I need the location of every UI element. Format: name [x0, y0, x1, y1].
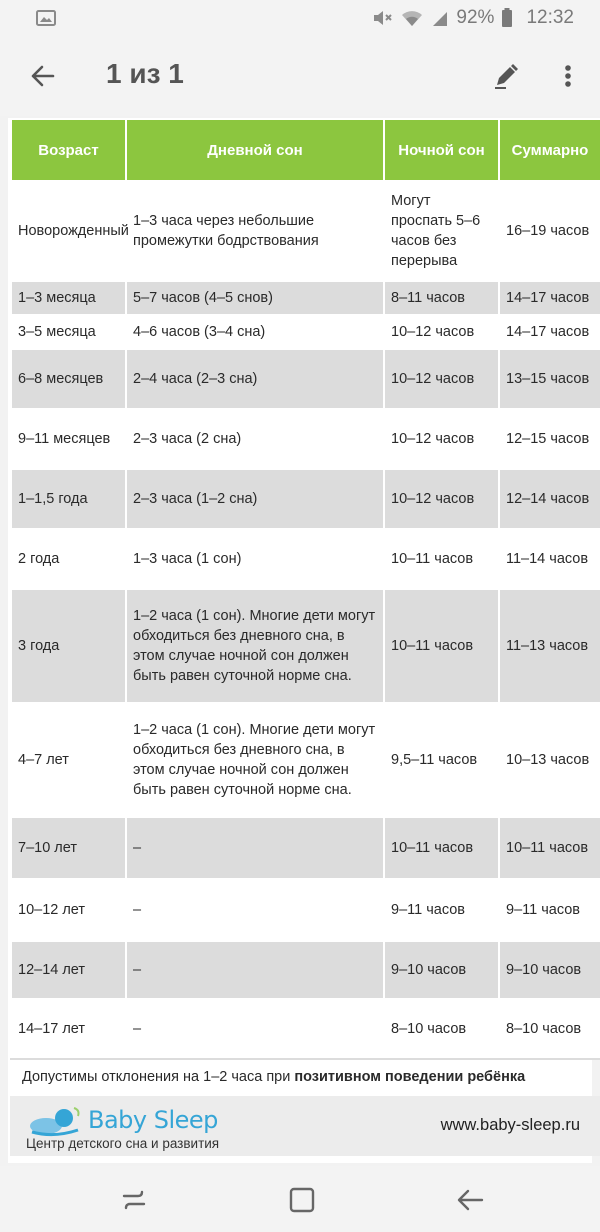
app-bar [0, 36, 600, 116]
day-sleep-cell: – [126, 817, 384, 879]
total-sleep-cell: 14–17 часов [499, 281, 600, 315]
day-sleep-cell: – [126, 999, 384, 1059]
back-arrow-icon[interactable] [22, 56, 62, 96]
column-header-night-sleep: Ночной сон [384, 119, 499, 181]
table-row [11, 469, 600, 529]
sleeping-baby-icon [24, 1104, 86, 1138]
day-sleep-cell: – [126, 941, 384, 999]
night-sleep-cell: 9,5–11 часов [384, 703, 499, 817]
age-cell: 12–14 лет [11, 941, 126, 999]
navigation-bar [0, 1166, 600, 1232]
age-cell: 2 года [11, 529, 126, 589]
day-sleep-cell: 4–6 часов (3–4 сна) [126, 315, 384, 349]
day-sleep-cell: 1–3 часа (1 сон) [126, 529, 384, 589]
document-footer [10, 1096, 600, 1156]
document-page [8, 118, 592, 1163]
home-icon[interactable] [284, 1182, 320, 1218]
night-sleep-cell: 10–12 часов [384, 469, 499, 529]
clock: 12:32 [526, 7, 574, 28]
total-sleep-cell: 8–10 часов [499, 999, 600, 1059]
night-sleep-cell: 10–11 часов [384, 817, 499, 879]
day-sleep-cell: 2–3 часа (2 сна) [126, 409, 384, 469]
total-sleep-cell: 9–11 часов [499, 879, 600, 941]
age-cell: 1–1,5 года [11, 469, 126, 529]
wifi-icon [400, 8, 424, 28]
night-sleep-cell: 10–12 часов [384, 349, 499, 409]
total-sleep-cell: 12–15 часов [499, 409, 600, 469]
deviation-note [10, 1058, 600, 1093]
table-row [11, 315, 600, 349]
age-cell: Новорожденный [11, 181, 126, 281]
day-sleep-cell: 1–2 часа (1 сон). Многие дети могут обходиться без дневного сна, в этом случае ночной сон должен быть равен суточной норме сна. [126, 589, 384, 703]
age-cell: 7–10 лет [11, 817, 126, 879]
table-row [11, 589, 600, 703]
recent-apps-icon[interactable] [116, 1182, 152, 1218]
brand-name: Baby Sleep [88, 1106, 218, 1134]
day-sleep-cell: 2–4 часа (2–3 сна) [126, 349, 384, 409]
table-row [11, 281, 600, 315]
table-row [11, 999, 600, 1059]
table-row [11, 181, 600, 281]
edit-icon[interactable] [486, 56, 526, 96]
table-header-row [11, 119, 600, 181]
age-cell: 4–7 лет [11, 703, 126, 817]
total-sleep-cell: 10–11 часов [499, 817, 600, 879]
night-sleep-cell: 10–12 часов [384, 409, 499, 469]
table-row [11, 879, 600, 941]
night-sleep-cell: 10–12 часов [384, 315, 499, 349]
night-sleep-cell: 8–11 часов [384, 281, 499, 315]
night-sleep-cell: 10–11 часов [384, 529, 499, 589]
column-header-age: Возраст [11, 119, 126, 181]
total-sleep-cell: 11–14 часов [499, 529, 600, 589]
age-cell: 14–17 лет [11, 999, 126, 1059]
day-sleep-cell: 1–2 часа (1 сон). Многие дети могут обходиться без дневного сна, в этом случае ночной сон должен быть равен суточной норме сна. [126, 703, 384, 817]
more-vert-icon[interactable] [548, 56, 588, 96]
sleep-norms-table [10, 118, 600, 1060]
day-sleep-cell: – [126, 879, 384, 941]
age-cell: 1–3 месяца [11, 281, 126, 315]
brand-tagline: Центр детского сна и развития [26, 1136, 220, 1151]
table-row [11, 703, 600, 817]
back-nav-icon[interactable] [452, 1182, 488, 1218]
image-icon [36, 10, 56, 26]
age-cell: 10–12 лет [11, 879, 126, 941]
battery-icon [501, 8, 513, 28]
column-header-day-sleep: Дневной сон [126, 119, 384, 181]
total-sleep-cell: 12–14 часов [499, 469, 600, 529]
total-sleep-cell: 14–17 часов [499, 315, 600, 349]
table-row [11, 817, 600, 879]
table-row [11, 409, 600, 469]
night-sleep-cell: 8–10 часов [384, 999, 499, 1059]
night-sleep-cell: 9–10 часов [384, 941, 499, 999]
total-sleep-cell: 16–19 часов [499, 181, 600, 281]
table-row [11, 529, 600, 589]
night-sleep-cell: 10–11 часов [384, 589, 499, 703]
website-link[interactable]: www.baby-sleep.ru [440, 1116, 580, 1134]
mute-icon [371, 8, 393, 28]
age-cell: 6–8 месяцев [11, 349, 126, 409]
night-sleep-cell: 9–11 часов [384, 879, 499, 941]
note-bold-text: позитивном поведении ребёнка [294, 1068, 526, 1085]
total-sleep-cell: 10–13 часов [499, 703, 600, 817]
total-sleep-cell: 13–15 часов [499, 349, 600, 409]
age-cell: 3 года [11, 589, 126, 703]
signal-icon [431, 8, 449, 28]
total-sleep-cell: 11–13 часов [499, 589, 600, 703]
day-sleep-cell: 1–3 часа через небольшие промежутки бодрствования [126, 181, 384, 281]
table-row [11, 941, 600, 999]
battery-percent: 92% [456, 7, 495, 28]
age-cell: 9–11 месяцев [11, 409, 126, 469]
age-cell: 3–5 месяца [11, 315, 126, 349]
status-bar [0, 0, 600, 36]
total-sleep-cell: 9–10 часов [499, 941, 600, 999]
note-text: Допустимы отклонения на 1–2 часа при [22, 1068, 295, 1085]
baby-sleep-logo [24, 1102, 244, 1152]
day-sleep-cell: 5–7 часов (4–5 снов) [126, 281, 384, 315]
page-counter: 1 из 1 [106, 58, 184, 89]
night-sleep-cell: Могут проспать 5–6 часов без перерыва [384, 181, 499, 281]
table-row [11, 349, 600, 409]
day-sleep-cell: 2–3 часа (1–2 сна) [126, 469, 384, 529]
column-header-total: Суммарно [499, 119, 600, 181]
